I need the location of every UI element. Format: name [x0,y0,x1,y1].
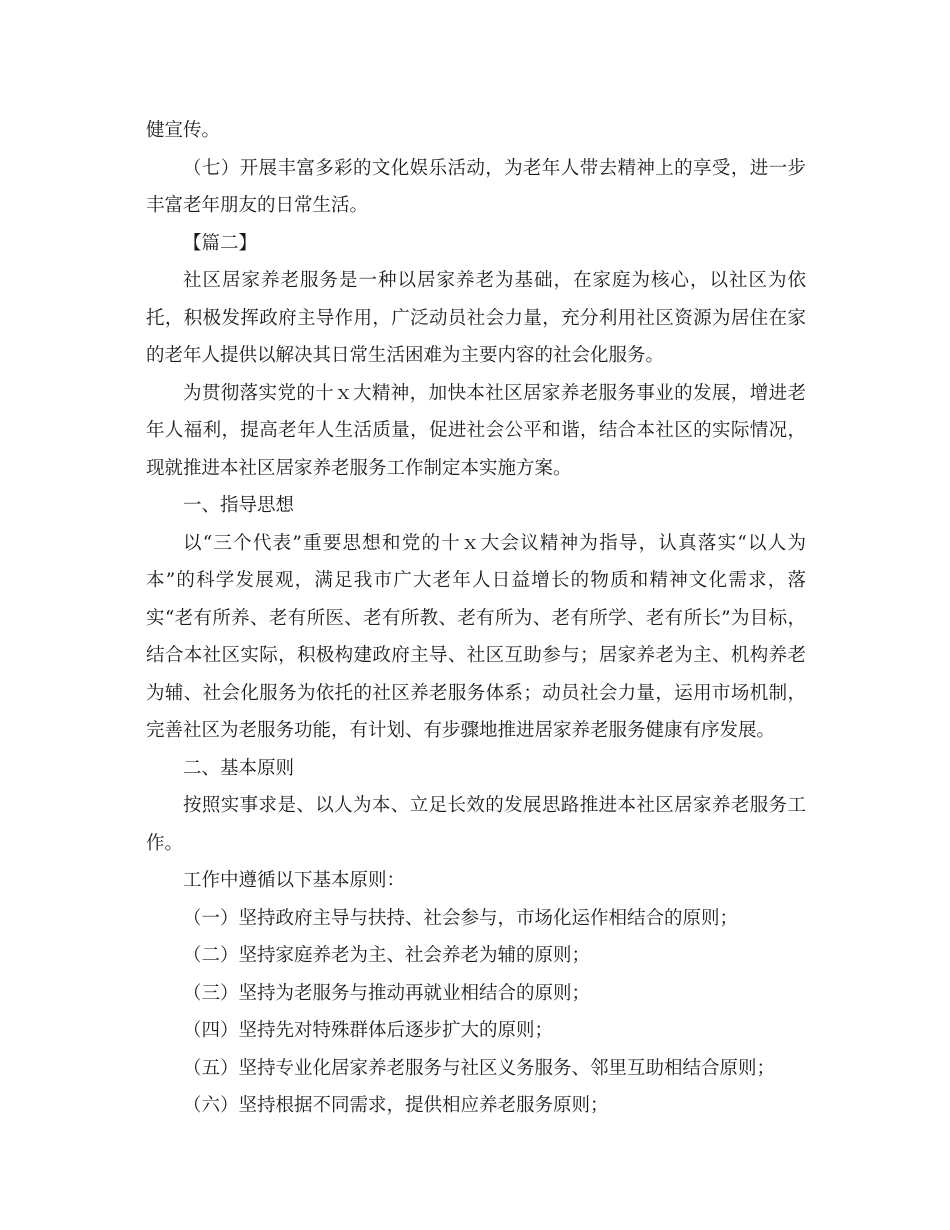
heading-basic-principles: 二、基本原则 [183,757,295,779]
principle-item-1: （一）坚持政府主导与扶持、社会参与，市场化运作相结合的原则； [183,907,739,929]
heading-guiding-ideology: 一、指导思想 [183,495,295,516]
paragraph-principles-approach: 按照实事求是、以人为本、立足长效的发展思路推进本社区居家养老服务工作。 [146,795,806,854]
principle-item-3: （三）坚持为老服务与推动再就业相结合的原则； [183,982,591,1004]
paragraph-continuation: 健宣传。 [146,120,221,141]
paragraph-guiding-ideology: 以“三个代表”重要思想和党的十ｘ大会议精神为指导，认真落实“以人为本”的科学发展观，满足我市广大老年人日益增长的物质和精神文化需求，落实“老有所养、老有所医、老有所教、老有所为、老有所学、老有所长”为目标，结合本社区实际，积极构建政府主导、社区互助参与；居家养老为主、机构养老为辅、社会化服务为依托的社区养老服务体系；动员社会力量，运用市场机制，完善社区为老服务功能，有计划、有步骤地推进居家养老服务健康有序发展。 [146,532,806,741]
principle-item-2: （二）坚持家庭养老为主、社会养老为辅的原则； [183,945,591,966]
paragraph-intro: 社区居家养老服务是一种以居家养老为基础，在家庭为核心，以社区为依托，积极发挥政府主导作用，广泛动员社会力量，充分利用社区资源为居住在家的老年人提供以解决其日常生活困难为主要内容的社会化服务。 [146,270,806,366]
paragraph-list-item-7: （七）开展丰富多彩的文化娱乐活动，为老年人带去精神上的享受，进一步丰富老年朋友的日常生活。 [146,157,806,216]
section-heading-part-two: 【篇二】 [183,232,258,254]
document-body [146,112,806,1125]
paragraph-purpose: 为贯彻落实党的十ｘ大精神，加快本社区居家养老服务事业的发展，增进老年人福利，提高老年人生活质量，促进社会公平和谐，结合本社区的实际情况，现就推进本社区居家养老服务工作制定本实施方案。 [146,382,806,479]
principle-item-6: （六）坚持根据不同需求，提供相应养老服务原则； [183,1095,609,1116]
paragraph-principles-intro: 工作中遵循以下基本原则： [183,870,406,891]
principle-item-4: （四）坚持先对特殊群体后逐步扩大的原则； [183,1020,554,1041]
principle-item-5: （五）坚持专业化居家养老服务与社区义务服务、邻里互助相结合原则； [183,1057,776,1079]
